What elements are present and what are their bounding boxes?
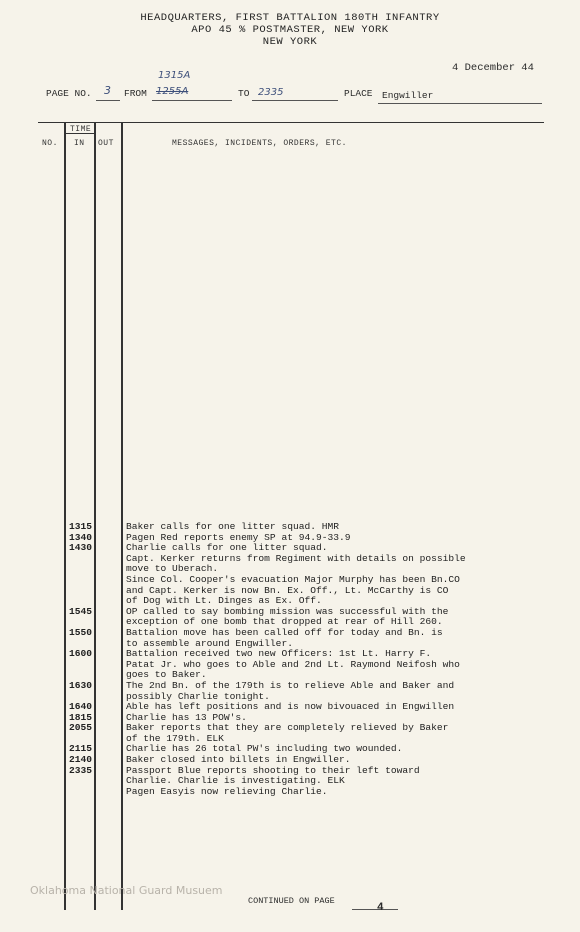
entry-time: 2055	[69, 722, 93, 734]
col-header-out: OUT	[98, 139, 114, 148]
entry-text: goes to Baker.	[126, 669, 207, 681]
entry-text: Pagen Easyis now relieving Charlie.	[126, 785, 328, 797]
entry-time: 1600	[69, 648, 93, 660]
place-underline	[378, 103, 542, 104]
log-entry	[0, 787, 580, 798]
entry-text: OP called to say bombing mission was successful with the	[126, 605, 449, 617]
entry-time: 1815	[69, 711, 93, 723]
entry-text: Battalion received two new Officers: 1st Lt. Harry F.	[126, 648, 432, 660]
entry-time: 2115	[69, 743, 93, 755]
to-underline	[252, 100, 338, 101]
entry-text: Patat Jr. who goes to Able and 2nd Lt. Raymond Neifosh who	[126, 658, 460, 670]
log-entries	[0, 522, 580, 797]
entry-text: of the 179th. ELK	[126, 732, 224, 744]
entry-time: 1430	[69, 542, 93, 554]
entry-text: Charlie. Charlie is investigating. ELK	[126, 775, 345, 787]
entry-text: Charlie has 26 total PW's including two wounded.	[126, 743, 403, 755]
entry-time: 1340	[69, 531, 93, 543]
page-underline	[96, 100, 120, 101]
entry-time: 1545	[69, 605, 93, 617]
entry-text: Charlie has 13 POW's.	[126, 711, 247, 723]
log-entry	[0, 681, 580, 692]
entry-text: to assemble around Engwiller.	[126, 637, 293, 649]
entry-text: Passport Blue reports shooting to their left toward	[126, 764, 420, 776]
to-time: 2335	[258, 87, 284, 98]
entry-time: 2335	[69, 764, 93, 776]
entry-text: and Capt. Kerker is now Bn. Ex. Off., Lt. McCarthy is CO	[126, 584, 449, 596]
col-header-in: IN	[74, 139, 85, 148]
page-label: PAGE NO.	[46, 88, 92, 99]
entry-text: exception of one bomb that dropped at rear of Hill 260.	[126, 616, 443, 628]
table-top-rule	[38, 122, 544, 123]
page-number: 3	[104, 84, 111, 97]
log-entry	[0, 522, 580, 533]
museum-watermark: Oklahoma National Guard Musuem	[30, 884, 223, 897]
header-line-3: NEW YORK	[262, 36, 318, 48]
entry-time: 2140	[69, 754, 93, 766]
place-label: PLACE	[344, 88, 373, 99]
entry-text: The 2nd Bn. of the 179th is to relieve Able and Baker and	[126, 679, 455, 691]
col-header-no: NO.	[42, 139, 58, 148]
entry-time: 1640	[69, 701, 93, 713]
entry-text: Baker closed into billets in Engwiller.	[126, 754, 351, 766]
from-time: 1255A	[156, 86, 189, 97]
header-line-1: HEADQUARTERS, FIRST BATTALION 180TH INFANTRY	[140, 12, 440, 24]
entry-text: Battalion move has been called off for today and Bn. is	[126, 626, 443, 638]
entry-time: 1550	[69, 626, 93, 638]
entry-text: Able has left positions and is now bivouaced in Engwillen	[126, 701, 455, 713]
log-entry	[0, 723, 580, 734]
from-label: FROM	[124, 88, 147, 99]
log-date: 4 December 44	[452, 62, 534, 74]
entry-text: Capt. Kerker returns from Regiment with details on possible	[126, 552, 466, 564]
continued-page-number: 4	[377, 902, 384, 914]
log-entry	[0, 628, 580, 639]
log-entry	[0, 575, 580, 586]
header-line-2: APO 45 % POSTMASTER, NEW YORK	[191, 24, 389, 36]
log-entry	[0, 554, 580, 565]
entry-time: 1315	[69, 521, 93, 532]
entry-text: possibly Charlie tonight.	[126, 690, 270, 702]
entry-text: of Dog with Lt. Dinges as Ex. Off.	[126, 595, 322, 607]
col-header-messages: MESSAGES, INCIDENTS, ORDERS, ETC.	[172, 139, 347, 148]
entry-text: Baker reports that they are completely relieved by Baker	[126, 722, 449, 734]
entry-text: Pagen Red reports enemy SP at 94.9-33.9	[126, 531, 351, 543]
entry-text: Since Col. Cooper's evacuation Major Murphy has been Bn.CO	[126, 573, 460, 585]
from-underline	[152, 100, 232, 101]
entry-text: move to Uberach.	[126, 563, 219, 575]
log-entry	[0, 660, 580, 671]
entry-time: 1630	[69, 679, 93, 691]
col-header-time: TIME	[70, 125, 92, 134]
place-value: Engwiller	[382, 90, 434, 101]
entry-text: Baker calls for one litter squad. HMR	[126, 521, 340, 532]
entry-text: Charlie calls for one litter squad.	[126, 542, 328, 554]
from-correction: 1315A	[158, 70, 191, 81]
continued-label: CONTINUED ON PAGE	[248, 896, 335, 906]
continued-underline	[352, 909, 398, 910]
to-label: TO	[238, 88, 250, 99]
